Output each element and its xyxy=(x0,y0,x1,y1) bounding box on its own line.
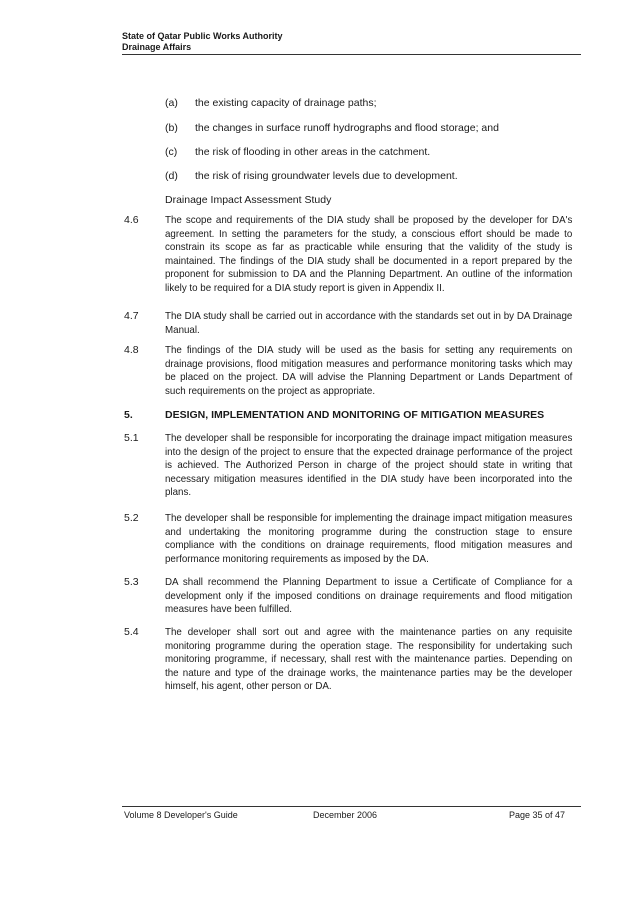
paragraph-number: 5.2 xyxy=(124,512,139,524)
list-item-text: the changes in surface runoff hydrographs and flood storage; and xyxy=(195,122,499,134)
paragraph-number: 5.4 xyxy=(124,626,139,638)
paragraph-text: The findings of the DIA study will be used as the basis for setting any requirements on drainage provisions, flood mitigation measures and performance monitoring tasks which may be placed on the project. DA will advise the Planning Department or Lands Department of such requirements on the project as appropriate. xyxy=(165,344,573,397)
list-item-label: (c) xyxy=(165,146,178,158)
paragraph-number: 4.8 xyxy=(124,344,139,356)
page-header xyxy=(122,31,283,53)
list-item-label: (b) xyxy=(165,122,178,134)
footer-rule xyxy=(122,806,581,807)
paragraph-text: The developer shall sort out and agree with the maintenance parties on any requisite monitoring programme during the operation stage. The responsibility for undertaking such monitoring programme, if necessary, shall rest with the maintenance parties. Depending on the nature and type of the drainage works, the maintenance parties may be the developer himself, his agent, other person or DA. xyxy=(165,626,573,692)
list-item xyxy=(165,96,377,110)
section-title: DESIGN, IMPLEMENTATION AND MONITORING OF MITIGATION MEASURES xyxy=(165,409,545,421)
paragraph-4-7 xyxy=(124,310,572,337)
footer-date: December 2006 xyxy=(313,810,378,820)
header-department: Drainage Affairs xyxy=(122,42,192,52)
list-item-label: (a) xyxy=(165,97,178,109)
footer-volume: Volume 8 Developer's Guide xyxy=(124,810,238,820)
paragraph-4-6 xyxy=(124,214,572,295)
list-item xyxy=(165,145,430,159)
footer-page-number: Page 35 of 47 xyxy=(509,810,566,820)
paragraph-text: DA shall recommend the Planning Department to issue a Certificate of Compliance for a development only if the imposed conditions on drainage requirements and flood mitigation measures have been fulfilled. xyxy=(165,576,573,615)
list-item-text: the risk of rising groundwater levels due to development. xyxy=(195,170,458,182)
subheading: Drainage Impact Assessment Study xyxy=(165,194,332,206)
list-item-label: (d) xyxy=(165,170,178,182)
paragraph-5-2 xyxy=(124,512,572,566)
list-item xyxy=(165,121,499,135)
paragraph-number: 4.6 xyxy=(124,214,139,226)
section-number: 5. xyxy=(124,409,133,421)
paragraph-text: The developer shall be responsible for incorporating the drainage impact mitigation measures into the design of the project to ensure that the expected drainage performance of the project is achieved. The Authorized Person in charge of the project should state in writing that necessary mitigation measures identified in the DIA study have been incorporated into the plans. xyxy=(165,432,573,498)
paragraph-number: 5.1 xyxy=(124,432,139,444)
list-item xyxy=(165,169,458,183)
paragraph-text: The DIA study shall be carried out in accordance with the standards set out in by DA Drainage Manual. xyxy=(165,310,573,336)
paragraph-5-1 xyxy=(124,432,572,500)
paragraph-5-4 xyxy=(124,626,572,694)
paragraph-5-3 xyxy=(124,576,572,617)
paragraph-text: The scope and requirements of the DIA study shall be proposed by the developer for DA's agreement. In setting the parameters for the study, a conscious effort should be made to constrain its scope as far as practicable while ensuring that the validity of the study is maintained. The findings of the DIA study shall be documented in a report prepared by the proponent for submission to DA and the Planning Department. An outline of the information likely to be required for a DIA study report is given in Appendix II. xyxy=(165,214,573,294)
list-item-text: the existing capacity of drainage paths; xyxy=(195,97,377,109)
paragraph-number: 5.3 xyxy=(124,576,139,588)
section-heading xyxy=(124,408,544,422)
header-organization: State of Qatar Public Works Authority xyxy=(122,31,283,41)
paragraph-4-8 xyxy=(124,344,572,398)
paragraph-number: 4.7 xyxy=(124,310,139,322)
list-item-text: the risk of flooding in other areas in the catchment. xyxy=(195,146,431,158)
header-rule xyxy=(122,54,581,55)
paragraph-text: The developer shall be responsible for implementing the drainage impact mitigation measures and undertaking the monitoring programme during the construction stage to ensure compliance with the conditions on drainage requirements, flood mitigation measures and performance monitoring requirements as imposed by the DA. xyxy=(165,512,573,565)
